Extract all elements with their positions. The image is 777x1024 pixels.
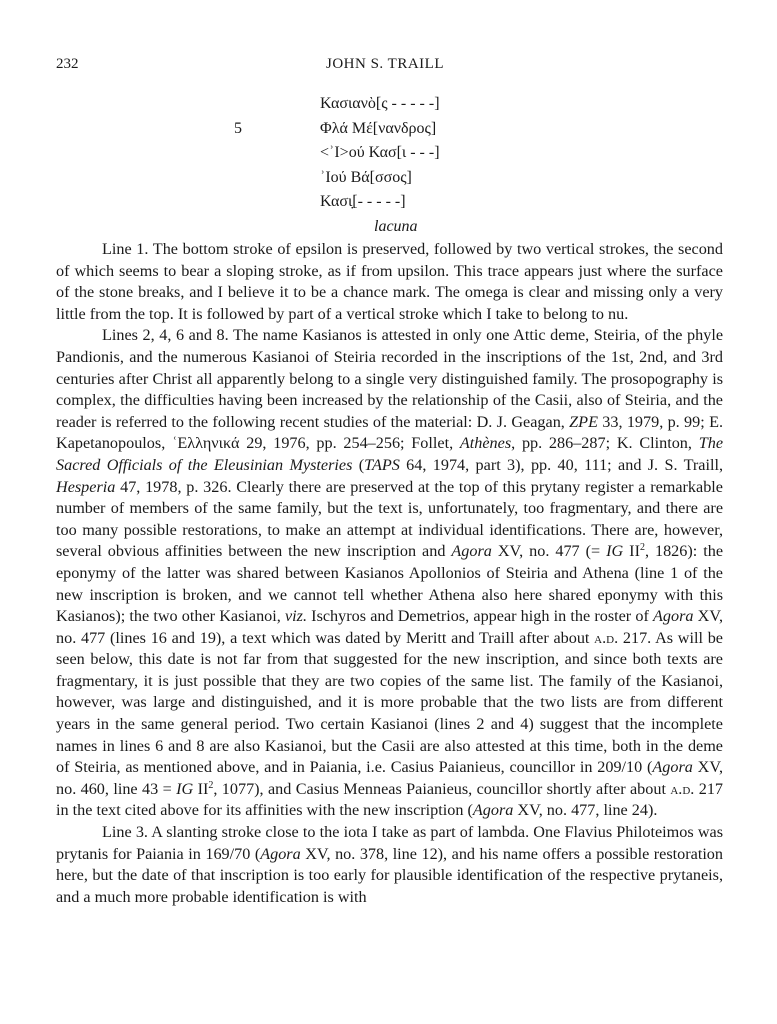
citation-taps: TAPS xyxy=(364,455,400,474)
citation-hellenika: ʿΕλληνικά xyxy=(172,434,240,453)
citation-agora: Agora xyxy=(653,607,694,626)
inscription-line xyxy=(270,166,570,191)
inscription-line xyxy=(234,117,570,142)
citation-agora: Agora xyxy=(451,542,492,561)
inscription-line-text: <ʾΙ>ού Κασ[ι - - -] xyxy=(320,144,440,161)
inscription-line-text: Φλά Μέ[νανδρος] xyxy=(320,119,437,137)
inscription-line xyxy=(270,141,570,166)
inscription-line-text: ʾΙού Βά[σσος] xyxy=(320,168,412,186)
running-head: JOHN S. TRAILL xyxy=(326,56,444,72)
inscription-text xyxy=(234,92,570,239)
citation-ig: IG xyxy=(606,542,624,561)
era-abbrev: a.d. xyxy=(670,779,695,798)
viz-abbrev: viz. xyxy=(284,607,308,626)
paragraph-line-3: Line 3. A slanting stroke close to the iota I take as part of lambda. One Flavius Philoteimos was prytanis for Paiania in 169/70 (Agora XV, no. 378, line 12), and his name offers a possible restoration here, but the date of that inscription is too early for plausible identification of the respective prytaneis, and a much more probable identification is with xyxy=(56,823,723,906)
citation-athenes: Athènes xyxy=(459,434,512,453)
commentary xyxy=(56,239,723,908)
superscript: 2 xyxy=(639,542,645,554)
lacuna-label: lacuna xyxy=(374,217,418,235)
paragraph-lines-2-4-6-8: Lines 2, 4, 6 and 8. The name Kasianos is attested in only one Attic deme, Steiria, of the phyle Pandionis, and the numerous Kasianoi of Steiria recorded in the inscriptions of the 1st, 2nd, and 3rd centuries after Christ all apparently belong to a single very distinguished family. The prosopography is complex, the difficulties having been increased by the relationship of the Casii, also of Steiria, and the reader is referred to the following recent studies of the material: D. J. Geagan, ZPE 33, 1979, p. 99; E. Kapetanopoulos, ʿΕλληνικά 29, 1976, pp. 254–256; Follet, Athènes, pp. 286–287; K. Clinton, The Sacred Officials of the Eleusinian Mysteries (TAPS 64, 1974, part 3), pp. 40, 111; and J. S. Traill, Hesperia 47, 1978, p. 326. Clearly there are preserved at the top of this prytany register a remarkable number of members of the same family, but the text is, unfortunately, too fragmentary, and there are too many possible restorations, to make an attempt at individual identifications. There are, however, several obvious affinities between the new inscription and Agora XV, no. 477 (= IG $II^2$, 1826): the eponymy of the latter was shared between Kasianos Apollonios of Steiria and Athena (line 1 of the new inscription is broken, and we cannot tell whether Athena also here shared eponymy with this Kasianos); the two other Kasianoi, viz. Ischyros and Demetrios, appear high in the roster of Agora XV, no. 477 (lines 16 and 19), a text which was dated by Meritt and Traill after about a.d. 217. As will be seen below, this date is not far from that suggested for the new inscription, and since both texts are fragmentary, it is just possible that they are two copies of the same list. The family of the Kasianoi, however, was large and distinguished, and it is more probable that the two lists are from different years in the same general period. Two certain Kasianoi (lines 2 and 4) suggest that the incomplete names in lines 6 and 8 are also Kasianoi, but the Casii are also attested at this time, both in the deme of Steiria, as mentioned above, and in Paiania, i.e. Casius Paianieus, councillor in 209/10 (Agora XV, no. 460, line 43 = IG $II^2$, 1077), and Casius Menneas Paianieus, councillor shortly after about a.d. 217 in the text cited above for its affinities with the new inscription (Agora XV, no. 477, line 24). xyxy=(56,326,724,820)
inscription-line-text: Κασιανὸ[ς - - - - -] xyxy=(320,95,440,112)
line-number: 5 xyxy=(234,119,242,137)
citation-hesperia: Hesperia xyxy=(56,477,116,496)
citation-ig: IG xyxy=(176,779,194,798)
inscription-line xyxy=(270,190,570,215)
citation-sacred-officials: The Sacred Officials of the Eleusinian Mysteries xyxy=(56,434,723,474)
inscription-lacuna-line xyxy=(270,215,570,240)
page-number: 232 xyxy=(56,56,79,72)
citation-agora: Agora xyxy=(472,801,514,820)
inscription-line-text: Κασι̣[- - - - -] xyxy=(320,193,406,210)
era-abbrev: a.d. xyxy=(594,628,619,647)
citation-zpe: ZPE xyxy=(569,412,598,431)
superscript: 2 xyxy=(208,779,214,791)
citation-agora: Agora xyxy=(260,844,301,863)
page-header xyxy=(56,56,721,76)
paragraph-line-1: Line 1. The bottom stroke of epsilon is preserved, followed by two vertical strokes, the second of which seems to bear a sloping stroke, as if from upsilon. This trace appears just where the surface of the stone breaks, and I believe it to be a chance mark. The omega is clear and missing only a very little from the top. It is followed by part of a vertical stroke which I take to belong to nu. xyxy=(56,240,723,323)
inscription-line xyxy=(270,92,570,117)
citation-agora: Agora xyxy=(652,758,693,777)
